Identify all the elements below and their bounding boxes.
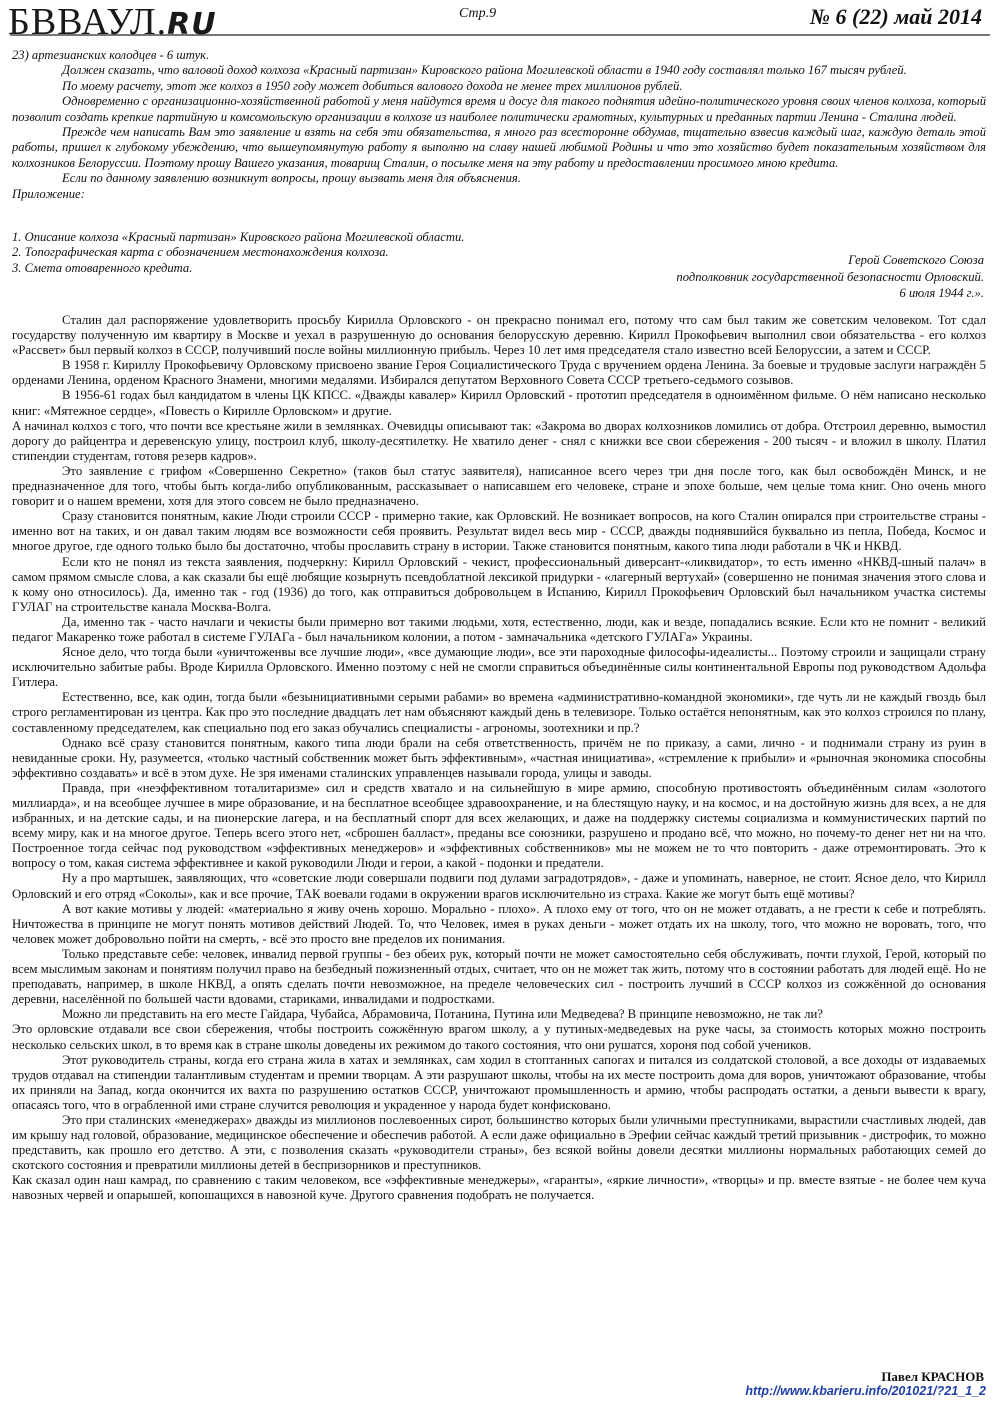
article-paragraph: Этот руководитель страны, когда его страна жила в хатах и землянках, сам ходил в стоптанных сапогах и питался из солдатской столовой, а все доходы от издаваемых трудов отдавал на стипендии талантливым студентам и премии творцам. А эти разрушают школы, чтобы на их месте построить дома для воров, уничтожают образование, чтобы их приняли на Запад, когда окончится их вахта по разрушению остатков СССР, уничтожают промышленность и армию, чтобы распродать остатки, а деньги вывести к врагу, опасаясь того, что в ограбленной ими стране случится революция и украденное у народа будет конфисковано. bbox=[12, 1052, 986, 1112]
article-paragraph: А вот какие мотивы у людей: «материально я живу очень хорошо. Морально - плохо». А плохо ему от того, что он не может отдавать, а не грести к себе и потреблять. Ничтожества в принципе не могут понять мотивов действий Людей. То, что Человек, имея в руках деньги - может отдать их на школу, того, что можно не воровать, того, что человек может добровольно пойти на смерть, - всё это просто вне пределов их понимания. bbox=[12, 901, 986, 946]
article-paragraph: Как сказал один наш камрад, по сравнению с таким человеком, все «эффективные менеджеры», «гаранты», «яркие личности», «творцы» и пр. вместе взятые - не более чем куча навозных червей и опарышей, копошащихся в навозной куче. Другого сравнения подобрать не получается. bbox=[12, 1173, 986, 1203]
signature-line: подполковник государственной безопасности Орловский. bbox=[676, 269, 984, 284]
letter-signature bbox=[676, 252, 984, 302]
letter-paragraph: 23) артезианских колодцев - 6 штук. bbox=[12, 48, 210, 62]
article-paragraph: Это орловские отдавали все свои сбережения, чтобы построить сожжённую врагом школу, а у путиных-медведевых на руке часы, за стоимость которых можно построить несколько сельских школ, в то время как в стране школы доведены их режимом до такого состояния, что они рушатся, хороня под собой учеников. bbox=[12, 1022, 986, 1052]
letter-paragraph: Если по данному заявлению возникнут вопросы, прошу вызвать меня для объяснения. bbox=[62, 171, 521, 186]
logo-main: БВВАУЛ. bbox=[8, 1, 168, 43]
article-paragraph: А начинал колхоз с того, что почти все крестьяне жили в землянках. Очевидцы описывают так: «Закрома во дворах колхозников ломились от добра. Отстроил деревню, вымостил дорогу до райцентра и деревенскую улицу, построил клуб, школу-десятилетку. Не хватило денег - снял с книжки все свои сбережения - 200 тысяч - и вложил в школу. Платил стипендии студентам, готовя резерв кадров». bbox=[12, 418, 986, 463]
article-paragraph: Если кто не понял из текста заявления, подчеркну: Кирилл Орловский - чекист, профессиональный диверсант-«ликвидатор», то есть именно «НКВД-шный палач» в самом прямом смысле слова, а как сказали бы ещё любящие козырнуть псевдоблатной лексикой придурки - «лагерный вертухай» (совершенно не понимая значения этого слова и к кому оно относилось). Да, именно так - год (1936) до того, как отправиться добровольцем в Испанию, Кирилл Прокофьевич Орловский был начальником участка системы ГУЛАГ на строительстве канала Москва-Волга. bbox=[12, 554, 986, 614]
letter-text bbox=[12, 48, 986, 202]
letter-paragraph: Прежде чем написать Вам это заявление и взять на себя эти обязательства, я много раз всесторонне обдумав, тщательно взвесив каждый шаг, каждую деталь этой работы, пришел к глубокому убеждению, что вышеупомянутую работу я выполню на славу нашей любимой Родины и что это хозяйство будет показательным хозяйством для колхозников Белоруссии. Поэтому прошу Вашего указания, товарищ Сталин, о посылке меня на эту работу и предоставлении просимого мною кредита. bbox=[12, 125, 986, 170]
letter-paragraph: Приложение: bbox=[12, 186, 85, 201]
letter-paragraph: Одновременно с организационно-хозяйственной работой у меня найдутся время и досуг для такого поднятия идейно-политического уровня своих членов колхоза, который позволит создать крепкие партийную и комсомольскую организации в колхозе из наиболее политически грамотных, культурных и преданных партии Ленина - Сталина людей. bbox=[12, 94, 986, 124]
annex-item: 3. Смета отоваренного кредита. bbox=[12, 260, 193, 275]
logo-ru: RU bbox=[167, 7, 217, 42]
page-number: Стр.9 bbox=[455, 6, 500, 22]
article-paragraph: Да, именно так - часто начлаги и чекисты были примерно вот такими людьми, хотя, естественно, люди, как и везде, попадались всякие. Если кто не помнит - великий педагог Макаренко тоже работал в системе ГУЛАГа - был начальником колонии, а потом - замначальника «детского ГУЛАГа» Украины. bbox=[12, 614, 986, 644]
article-paragraph: Это заявление с грифом «Совершенно Секретно» (таков был статус заявителя), написанное всего через три дня после того, как был освобождён Минск, и не предназначенное для того, чтобы быть когда-либо опубликованным, рассказывает о написавшем его человеке, стране и эпохе больше, чем целые тома книг. Оно очень много говорит и о нашем времени, хотя для этого совсем не было предназначено. bbox=[12, 463, 986, 509]
site-logo[interactable] bbox=[8, 2, 217, 45]
annex-item: 2. Топографическая карта с обозначением местонахождения колхоза. bbox=[12, 245, 389, 260]
article-paragraph: Сталин дал распоряжение удовлетворить просьбу Кирилла Орловского - он прекрасно понимал его, потому что сам был таким же советским человеком. Тот сдал государству полученную им квартиру в Москве и уехал в разрушенную до основания белорусскую деревню. Кирилл Прокофьевич выполнил свои обязательства - его колхоз «Рассвет» был первый колхоз в СССР, получивший после войны миллионную прибыль. Через 10 лет имя председателя стало известно всей Белоруссии, а затем и СССР. bbox=[12, 313, 986, 358]
letter-annex bbox=[12, 230, 464, 276]
issue-number: № 6 (22) май 2014 bbox=[806, 4, 986, 30]
signature-line: Герой Советского Союза bbox=[848, 253, 984, 267]
page-header bbox=[0, 0, 1000, 46]
article-paragraph: Однако всё сразу становится понятным, какого типа люди брали на себя ответственность, причём не по приказу, а сами, лично - и поднимали страну из руин в невиданные сроки. Ну, разумеется, «только частный собственник может быть эффективным», «частная инициатива», «стремление к прибыли» и «рыночная экономика способны эффективно создавать» и всё в этом духе. Не зря именами сталинских управленцев называли города, улицы и заводы. bbox=[12, 735, 986, 780]
letter-paragraph: Должен сказать, что валовой доход колхоза «Красный партизан» Кировского района Могилевской области в 1940 году составлял только 167 тысяч рублей. bbox=[62, 63, 907, 78]
article-paragraph: В 1956-61 годах был кандидатом в члены ЦК КПСС. «Дважды кавалер» Кирилл Орловский - прототип председателя в одноимённом фильме. О нём написано несколько книг: «Мятежное сердце», «Повесть о Кирилле Орловском» и другие. bbox=[12, 388, 986, 418]
article-paragraph: Сразу становится понятным, какие Люди строили СССР - примерно такие, как Орловский. Не возникает вопросов, на кого Сталин опирался при строительстве страны - именно вот на таких, и он давал таким людям все возможности себя проявить. Результат видел весь мир - СССР, дважды поднявшийся буквально из пепла, Победа, Космос и многое другое, где одного только было бы достаточно, чтобы прославить страну в истории. Также становится понятным, какого типа люди работали в ЧК и НКВД. bbox=[12, 509, 986, 554]
annex-item: 1. Описание колхоза «Красный партизан» Кировского района Могилевской области. bbox=[12, 230, 465, 244]
article-paragraph: Ну а про мартышек, заявляющих, что «советские люди совершали подвиги под дулами заградотрядов», - даже и упоминать, наверное, не стоит. Ясное дело, что Кирилл Орловский и его отряд «Соколы», как и все прочие, ТАК воевали годами в окружении врагов исключительно из страха. Какие же могут быть ещё мотивы? bbox=[12, 871, 986, 901]
article-body bbox=[12, 313, 986, 1204]
signature-line: 6 июля 1944 г.». bbox=[899, 286, 984, 300]
article-paragraph: Правда, при «неэффективном тоталитаризме» сил и средств хватало и на сильнейшую в мире армию, способную противостоять объединённым силам «золотого миллиарда», и на всеобщее лучшее в мире образование, и на бесплатное всеобщее здравоохранение, и на блестящую науку, и на космос, и на достойную жизнь для всех, а не для избранных, и на детские сады, и на пионерские лагера, и на бесплатный спорт для всех желающих, и даже на поддержку системы социализма и коммунистических партий по всему миру, как и на многое другое. Теперь всего этого нет, «сброшен балласт», преданы все союзники, разрушено и продано всё, что можно, но почему-то денег нет ни на что. Построенное тогда сейчас под руководством «эффективных менеджеров» и «эффективных собственников» мы не можем не то что повторить - даже отремонтировать. Это к вопросу о том, какая система эффективнее и какой руководили Люди и герои, а какой - подонки и предатели. bbox=[12, 780, 986, 871]
source-link[interactable]: http://www.kbarieru.info/201021/?21_1_2 bbox=[745, 1384, 986, 1398]
article-paragraph: Только представьте себе: человек, инвалид первой группы - без обеих рук, который почти не может самостоятельно себя обслуживать, почти глухой, Герой, который по всем мыслимым законам и понятиям получил право на безбедный пожизненный отдых, считает, что он не может так жить, потому что в состоянии работать для людей ещё. Но не преподавать, например, в школе НКВД, а опять сделать почти невозможное, на пределе человеческих сил - построить лучший в СССР колхоз из сожжённой до основания деревни, населённой по большей части вдовами, стариками, инвалидами и подростками. bbox=[12, 946, 986, 1007]
article-paragraph: В 1958 г. Кириллу Прокофьевичу Орловскому присвоено звание Героя Социалистического Труда с вручением ордена Ленина. За боевые и трудовые заслуги награждён 5 орденами Ленина, орденом Красного Знамени, многими медалями. Избирался депутатом Верховного Совета СССР третьего-седьмого созывов. bbox=[12, 358, 986, 388]
article-paragraph: Ясное дело, что тогда были «уничтоженвы все лучшие люди», «все думающие люди», все эти пароходные философы-идеалисты... Поэтому строили и защищали страну исключительно забитые рабы. Вроде Кирилла Орловского. Именно поэтому с ней не смогли справиться объединённые силы континентальной Европы под руководством Адольфа Гитлера. bbox=[12, 645, 986, 690]
article-paragraph: Можно ли представить на его месте Гайдара, Чубайса, Абрамовича, Потанина, Путина или Медведева? В принципе невозможно, не так ли? bbox=[62, 1007, 823, 1022]
article-paragraph: Естественно, все, как один, тогда были «безынициативными серыми рабами» во времена «административно-командной экономики», где чуть ли не каждый гвоздь был строго регламентирован из центра. Как про это последние двадцать лет нам объясняют каждый день в телевизоре. Только остаётся непонятным, как это колхоз строился по плану, составленному председателем, как специально под его заказ обучались специалисты - агрономы, зоотехники и пр.? bbox=[12, 690, 986, 735]
article-paragraph: Это при сталинских «менеджерах» дважды из миллионов послевоенных сирот, большинство которых были уличными преступниками, вырастили счастливых людей, дав им крышу над головой, образование, медицинское обеспечение и обеспечив работой. А если даже официально в Эрефии сейчас каждый третий призывник - дистрофик, то можно представить, как прошло его детство. А эти, с позволения сказать «руководители страны», без всякой войны довели десятки миллионы нормальных работающих семей до скотского состояния и превратили миллионы детей в беспризорников и преступников. bbox=[12, 1112, 986, 1173]
author-name: Павел КРАСНОВ bbox=[881, 1369, 984, 1384]
letter-paragraph: По моему расчету, этот же колхоз в 1950 году может добиться валового дохода не менее трех миллионов рублей. bbox=[62, 78, 683, 93]
